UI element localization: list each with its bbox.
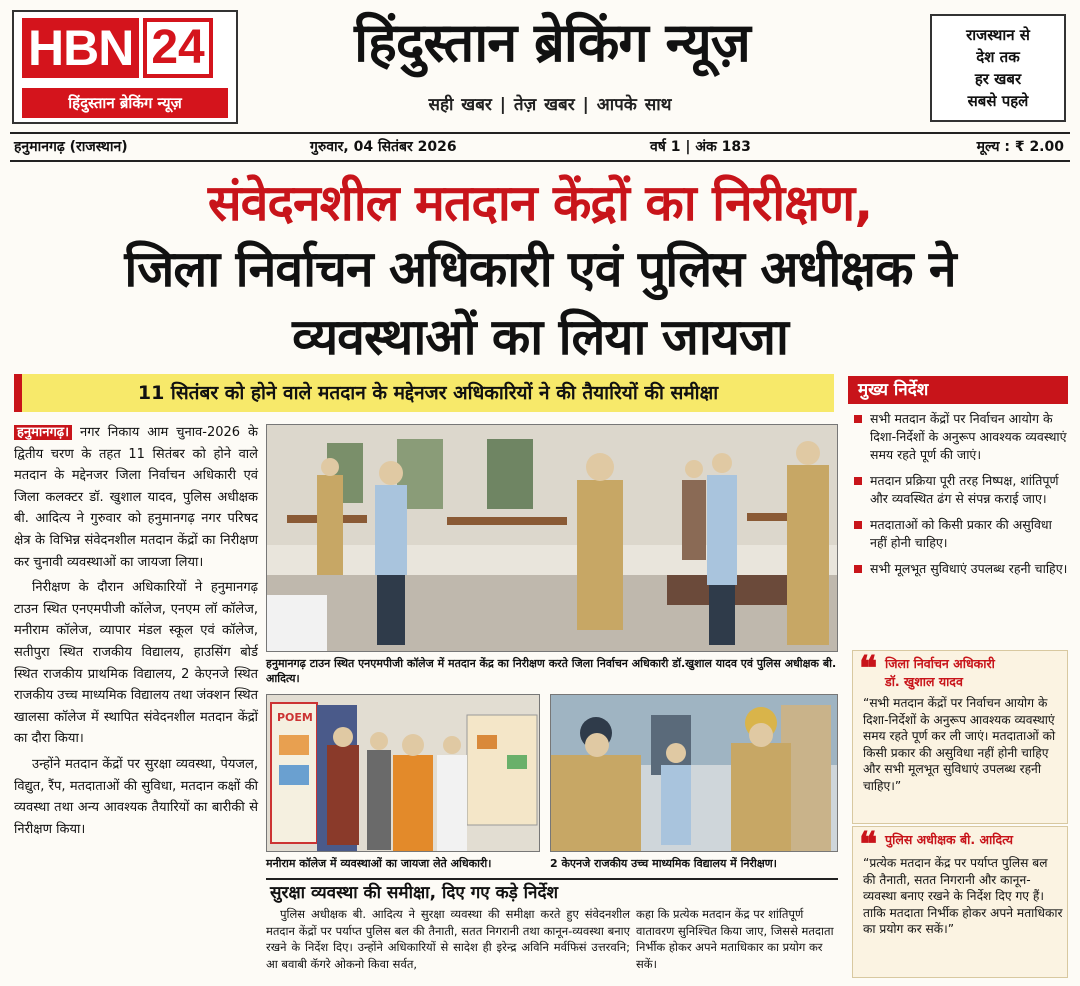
directives-title: मुख्य निर्देश bbox=[848, 376, 1068, 404]
right-photo-caption: 2 केएनजे राजकीय उच्च माध्यमिक विद्यालय में निरीक्षण। bbox=[550, 857, 777, 870]
quote-attribution bbox=[885, 655, 1065, 691]
directive-item: सभी मूलभूत सुविधाएं उपलब्ध रहनी चाहिए। bbox=[852, 560, 1068, 578]
logo-24-text: 24 bbox=[143, 18, 212, 78]
logo-hbn-text: HBN bbox=[22, 18, 139, 78]
headline-line-2: जिला निर्वाचन अधिकारी एवं पुलिस अधीक्षक ने bbox=[124, 240, 956, 298]
quote-role: जिला निर्वाचन अधिकारी bbox=[885, 656, 995, 671]
quote-text: “सभी मतदान केंद्रों पर निर्वाचन आयोग के दिशा-निर्देशों के अनुरूप आवश्यक व्यवस्थाएं समय रहते पूर्ण कर ली जाएं। मतदाताओं को किसी प्रकार की असुविधा नहीं होनी चाहिए और सभी मूलभूत सुविधाएं उपलब्ध रहनी चाहिए।” bbox=[863, 696, 1056, 793]
article-paragraph-text: नगर निकाय आम चुनाव-2026 के द्वितीय चरण के तहत 11 सितंबर को होने वाले मतदान के मद्देनजर जिला निर्वाचन अधिकारी एवं जिला कलक्टर डॉ. खुशाल यादव, पुलिस अधीक्षक बी. आदित्य ने गुरुवार को हनुमानगढ़ नगर परिषद क्षेत्र के विभिन्न संवेदनशील मतदान केंद्रों का निरीक्षण कर चुनावी व्यवस्थाओं का जायजा लिया। bbox=[14, 425, 258, 570]
quote-name: पुलिस अधीक्षक बी. आदित्य bbox=[885, 832, 1014, 847]
left-photo-illustration bbox=[267, 695, 540, 852]
corner-line: राजस्थान से bbox=[966, 26, 1030, 44]
subheadline-banner: 11 सितंबर को होने वाले मतदान के मद्देनजर अधिकारियों ने की तैयारियों की समीक्षा bbox=[14, 374, 834, 412]
quote-text: “प्रत्येक मतदान केंद्र पर पर्याप्त पुलिस बल की तैनाती, सतत निगरानी और कानून-व्यवस्था बनाए रखने के निर्देश दिए गए हैं। ताकि मतदाता निर्भीक होकर अपने मताधिकार का प्रयोग कर सकें।” bbox=[863, 856, 1063, 936]
corner-line: देश तक bbox=[976, 48, 1020, 66]
headline-line-3: व्यवस्थाओं का लिया जायजा bbox=[292, 308, 788, 366]
dateline-bar bbox=[10, 132, 1070, 162]
tagline: सही खबर | तेज़ खबर | आपके साथ bbox=[428, 95, 672, 115]
article-paragraph: उन्होंने मतदान केंद्रों पर सुरक्षा व्यवस्था, पेयजल, विद्युत, रैंप, मतदाताओं की सुविधा, मतदान कक्षों की व्यवस्था तथा अन्य आवश्यक तैयारियों का बारीकी से निरीक्षण किया। bbox=[14, 756, 258, 837]
right-photo-illustration bbox=[551, 695, 838, 852]
article-body bbox=[14, 422, 258, 844]
directive-item: मतदान प्रक्रिया पूरी तरह निष्पक्ष, शांतिपूर्ण और व्यवस्थित ढंग से संपन्न कराई जाए। bbox=[852, 472, 1068, 508]
corner-line: सबसे पहले bbox=[967, 92, 1029, 110]
security-section-title: सुरक्षा व्यवस्था की समीक्षा, दिए गए कड़े निर्देश bbox=[266, 878, 838, 906]
logo-subtitle: हिंदुस्तान ब्रेकिंग न्यूज़ bbox=[22, 88, 228, 118]
quote-mark-icon: ❝ bbox=[859, 825, 878, 865]
dateline-location: हनुमानगढ़ (राजस्थान) bbox=[14, 139, 128, 155]
corner-slogan-box bbox=[930, 14, 1066, 122]
newspaper-logo bbox=[12, 10, 238, 124]
right-photo bbox=[550, 694, 838, 852]
dateline-place: हनुमानगढ़। bbox=[14, 425, 72, 440]
left-photo bbox=[266, 694, 540, 852]
main-photo bbox=[266, 424, 838, 652]
directives-list bbox=[852, 410, 1068, 586]
main-photo-caption: हनुमानगढ़ टाउन स्थित एनएमपीजी कॉलेज में मतदान केंद्र का निरीक्षण करते जिला निर्वाचन अधिकारी डॉ.खुशाल यादव एवं पुलिस अधीक्षक बी. आदित्य। bbox=[266, 657, 837, 685]
directive-item: सभी मतदान केंद्रों पर निर्वाचन आयोग के दिशा-निर्देशों के अनुरूप आवश्यक व्यवस्थाएं समय रहते पूर्ण की जाएं। bbox=[852, 410, 1068, 464]
quote-mark-icon: ❝ bbox=[859, 649, 878, 689]
paper-name: हिंदुस्तान ब्रेकिंग न्यूज़ bbox=[354, 11, 750, 74]
dateline-volume: वर्ष 1 | अंक 183 bbox=[650, 139, 751, 155]
corner-line: हर खबर bbox=[974, 70, 1022, 88]
left-photo-caption: मनीराम कॉलेज में व्यवस्थाओं का जायजा लेते अधिकारी। bbox=[266, 857, 492, 870]
headline-line-1: संवेदनशील मतदान केंद्रों का निरीक्षण, bbox=[207, 174, 873, 232]
quote-box-collector bbox=[852, 650, 1068, 824]
quote-name: डॉ. खुशाल यादव bbox=[885, 674, 963, 689]
poster-text: POEM bbox=[277, 711, 313, 724]
quote-box-sp bbox=[852, 826, 1068, 978]
article-paragraph: निरीक्षण के दौरान अधिकारियों ने हनुमानगढ़ टाउन स्थित एनएमपीजी कॉलेज, एनएम लॉ कॉलेज, मनीराम कॉलेज, व्यापार मंडल स्कूल एवं कॉलेज, सतीपुरा स्थित राजकीय विद्यालय, हाउसिंग बोर्ड स्थित राजकीय प्राथमिक विद्यालय, 2 केएनजे स्थित राजकीय उच्च माध्यमिक विद्यालय तथा जंक्शन स्थित खालसा कॉलेज में स्थापित संवेदनशील मतदान केंद्रों का दौरा किया। bbox=[14, 580, 258, 747]
directive-item: मतदाताओं को किसी प्रकार की असुविधा नहीं होनी चाहिए। bbox=[852, 516, 1068, 552]
dateline-date: गुरुवार, 04 सितंबर 2026 bbox=[310, 139, 457, 155]
logo-mark bbox=[22, 18, 228, 78]
dateline-price: मूल्य : ₹ 2.00 bbox=[976, 139, 1064, 155]
security-text-column-2: कहा कि प्रत्येक मतदान केंद्र पर शांतिपूर्ण वातावरण सुनिश्चित किया जाए, जिससे मतदाता निर्भीक होकर अपने मताधिकार का प्रयोग कर सकें। bbox=[636, 907, 834, 971]
main-photo-illustration bbox=[267, 425, 838, 652]
article-paragraph bbox=[14, 422, 258, 573]
security-text-column-1: पुलिस अधीक्षक बी. आदित्य ने सुरक्षा व्यवस्था की समीक्षा करते हुए संवेदनशील मतदान केंद्रों पर पर्याप्त पुलिस बल की तैनाती, सतत निगरानी तथा कानून-व्यवस्था बनाए रखने के निर्देश दिए। उन्होंने अधिकारियों से सादेश ही इरेन्द्र अविनि मर्वफिसं उत्तरवनि; आ बवाबी कॅगरे ओकनो किवा सर्वत, bbox=[266, 907, 630, 971]
